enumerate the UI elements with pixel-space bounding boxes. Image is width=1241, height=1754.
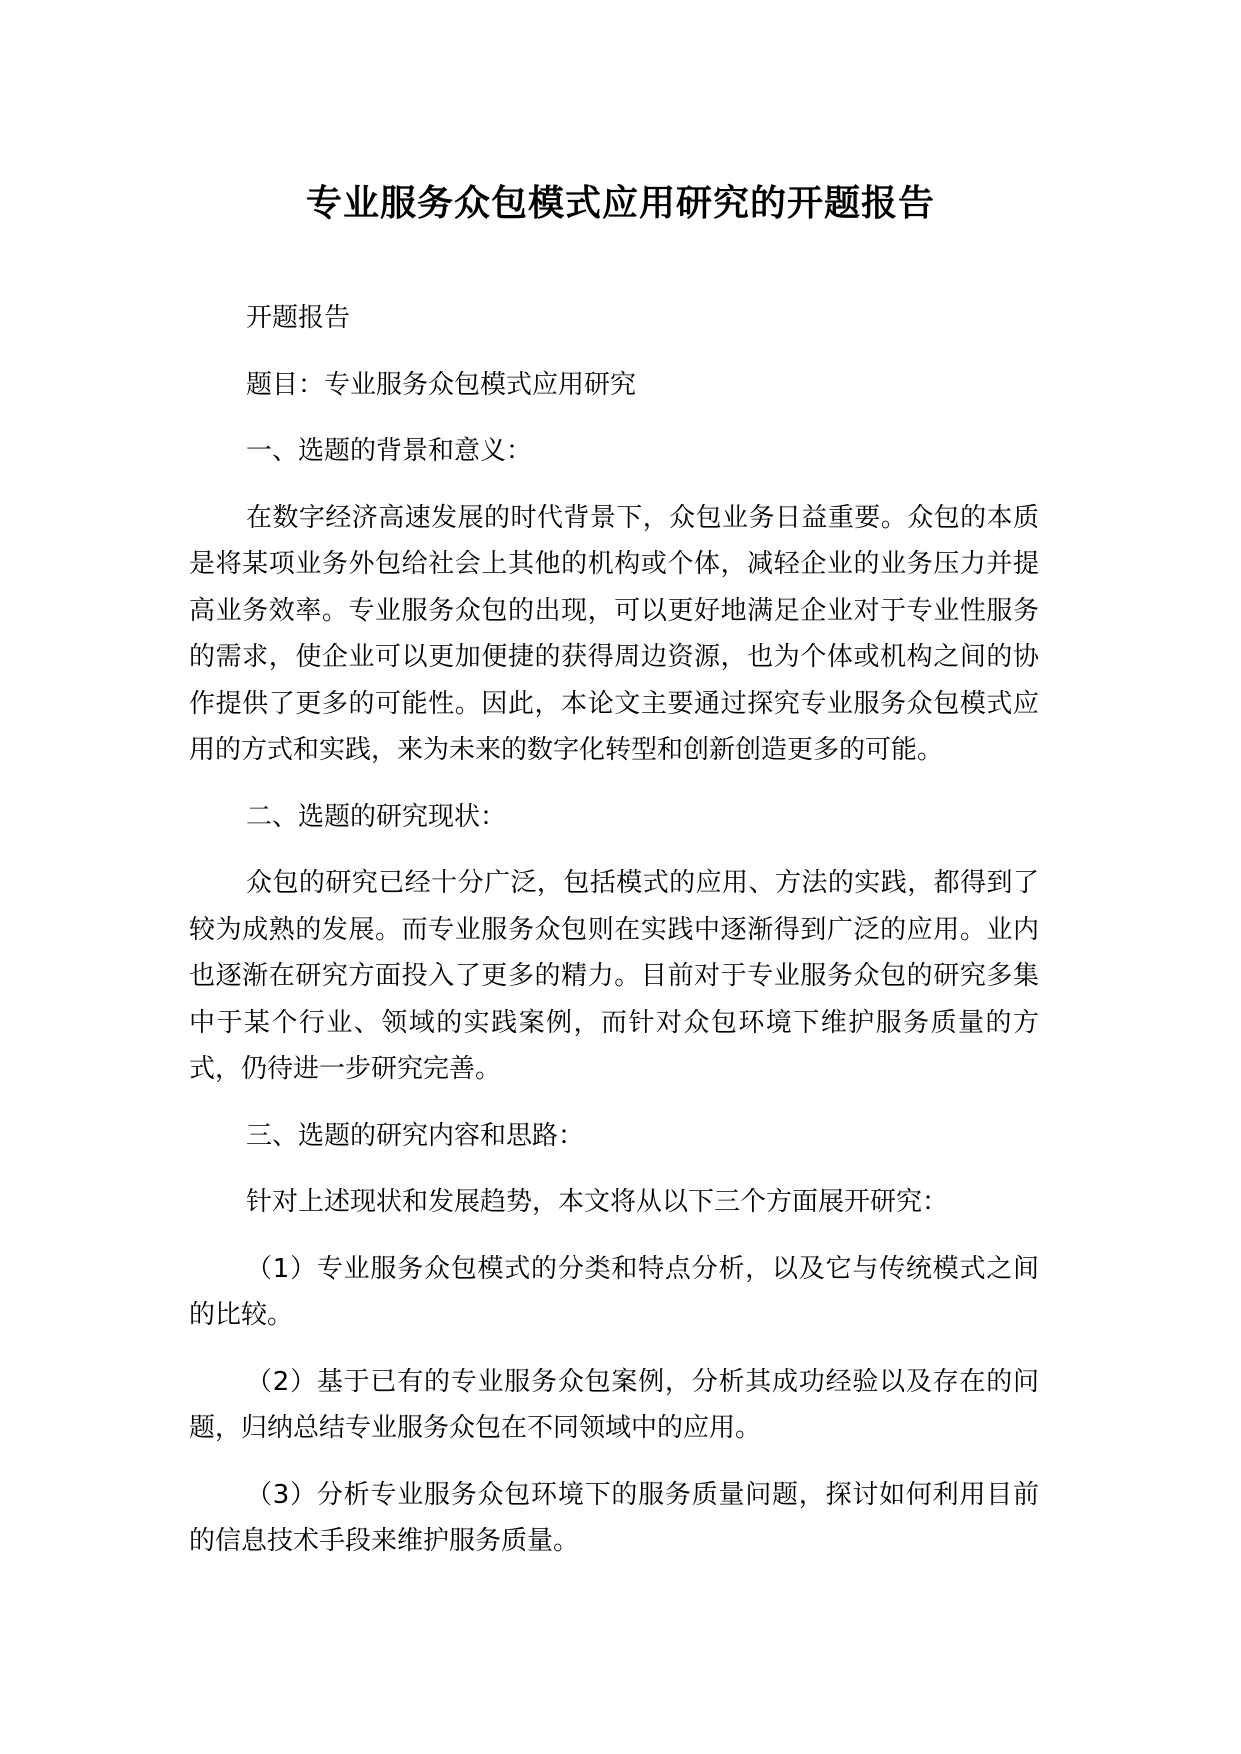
document-body [189, 295, 1039, 1585]
paragraph-content-intro: 针对上述现状和发展趋势，本文将从以下三个方面展开研究： [246, 1187, 949, 1217]
section-heading-content: 三、选题的研究内容和思路： [246, 1120, 585, 1151]
paragraph-report-label: 开题报告 [246, 303, 351, 333]
list-item-2: （2）基于已有的专业服务众包案例，分析其成功经验以及存在的问题，归纳总结专业服务众包在不同领域中的应用。 [189, 1366, 1039, 1443]
section-heading-status: 二、选题的研究现状： [246, 801, 507, 832]
section-heading-background: 一、选题的背景和意义： [246, 436, 533, 466]
document-title: 专业服务众包模式应用研究的开题报告 [305, 183, 935, 224]
list-item-3: （3）分析专业服务众包环境下的服务质量问题，探讨如何利用目前的信息技术手段来维护服务质量。 [189, 1479, 1039, 1556]
paragraph-status: 众包的研究已经十分广泛，包括模式的应用、方法的实践，都得到了较为成熟的发展。而专业服务众包则在实践中逐渐得到广泛的应用。业内也逐渐在研究方面投入了更多的精力。目前对于专业服务众包的研究多集中于某个行业、领域的实践案例，而针对众包环境下维护服务质量的方式，仍待进一步研究完善。 [189, 868, 1039, 1084]
list-item-1: （1）专业服务众包模式的分类和特点分析，以及它与传统模式之间的比较。 [189, 1253, 1039, 1330]
paragraph-background: 在数字经济高速发展的时代背景下，众包业务日益重要。众包的本质是将某项业务外包给社会上其他的机构或个体，减轻企业的业务压力并提高业务效率。专业服务众包的出现，可以更好地满足企业对于专业性服务的需求，使企业可以更加便捷的获得周边资源，也为个体或机构之间的协作提供了更多的可能性。因此，本论文主要通过探究专业服务众包模式应用的方式和实践，来为未来的数字化转型和创新创造更多的可能。 [189, 502, 1039, 765]
paragraph-topic: 题目：专业服务众包模式应用研究 [246, 369, 637, 400]
